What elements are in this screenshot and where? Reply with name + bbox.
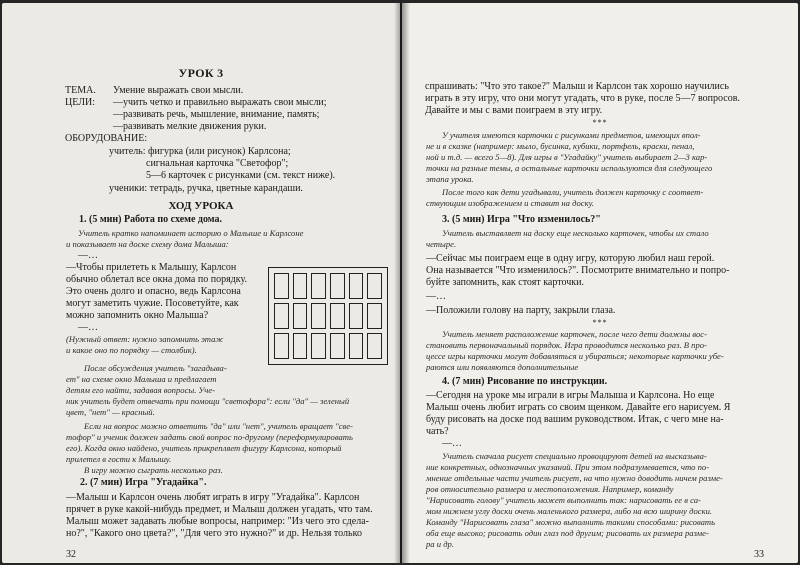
step-note: У учителя имеются карточки с рисунками предметов, имеющих впол- <box>442 130 701 140</box>
step-text: Это очень долго и опасно, ведь Карлсона <box>66 286 241 297</box>
lesson-title: УРОК 3 <box>178 66 224 80</box>
window <box>274 273 289 299</box>
window <box>367 303 382 329</box>
step-note: раются или появляются дополнительные <box>426 362 579 372</box>
meta-text: Умение выражать свои мысли. <box>113 85 244 96</box>
step-note: ров относительно размера и местоположения. Например, команду <box>426 484 674 494</box>
step-note: ник учитель будет отвечать при помощи "светофора": если "да" — зеленый <box>66 396 350 406</box>
step-text: играть в эту игру, что они могут угадать, что в руке, после 5—7 вопросов. <box>425 93 740 104</box>
step-note: Если на вопрос можно ответить "да" или "нет", учитель вращает "све- <box>84 421 353 431</box>
step-note: В игру можно сыграть несколько раз. <box>84 465 223 475</box>
window <box>311 273 326 299</box>
step-note: и какое оно по порядку — столбик). <box>66 345 197 355</box>
meta-text: сигнальная карточка "Светофор"; <box>146 158 289 169</box>
step-text: Малыш может задавать любые вопросы, например: "Из чего это сдела- <box>66 516 369 527</box>
step-note: становить первоначальный порядок. Игра проводится несколько раз. В про- <box>426 340 707 350</box>
step-text: прячет в руке какой-нибудь предмет, и Малыш должен угадать, что там. <box>66 504 373 515</box>
step-note: тофор" и ученик должен задать свой вопрос по-другому (переформулировать <box>66 432 353 442</box>
step-note: ние конкретных, однозначных указаний. При этом подразумевается, что по- <box>426 462 710 472</box>
step-text: можно запомнить окно Малыша? <box>66 310 209 321</box>
meta-label: ОБОРУДОВАНИЕ: <box>65 133 148 144</box>
window <box>349 273 364 299</box>
step-text: —Малыш и Карлсон очень любят играть в игру "Угадайка". Карлсон <box>66 492 360 503</box>
step-text: —Чтобы прилететь к Малышу, Карлсон <box>66 262 237 273</box>
window <box>293 303 308 329</box>
step-text: —Положили голову на парту, закрыли глаза. <box>426 305 616 316</box>
window <box>367 273 382 299</box>
step-note: и показывает на доске схему дома Малыша: <box>66 239 229 249</box>
step-text: —Сегодня на уроке мы играли в игры Малыша и Карлсона. Но еще <box>426 390 715 401</box>
window <box>293 273 308 299</box>
window <box>349 303 364 329</box>
window <box>330 303 345 329</box>
step-note: После обсуждения учитель "загадыва- <box>84 363 227 373</box>
window <box>330 273 345 299</box>
step-note: ствующим изображением и ставит на доску. <box>426 198 595 208</box>
book-gutter <box>394 3 410 563</box>
window <box>274 333 289 359</box>
book-spread <box>2 3 798 563</box>
step-text: буйте запомнить, как стоят карточки. <box>426 277 584 288</box>
page-number: 33 <box>754 549 764 560</box>
house-window-scheme <box>268 267 388 365</box>
step-text: —… <box>426 291 446 302</box>
step-heading: 4. (7 мин) Рисование по инструкции. <box>442 376 608 387</box>
meta-text: ученики: тетрадь, ручка, цветные карандаши. <box>109 183 303 194</box>
meta-text: —учить четко и правильно выражать свои мысли; <box>113 97 327 108</box>
step-heading: 1. (5 мин) Работа по схеме дома. <box>79 214 222 225</box>
step-note: прилетел в гости к Малышу. <box>66 454 172 464</box>
step-note: оба еще высоко; рисовать один глаз под другим; рисовать их размера разме- <box>426 528 709 538</box>
step-text: —… <box>442 438 462 449</box>
step-text: —… <box>78 322 98 333</box>
step-note: мом нижнем углу доски очень маленького размера, либо на всю ширину доски. <box>426 506 713 516</box>
section-title: ХОД УРОКА <box>168 200 234 212</box>
step-text: —Сейчас мы поиграем еще в одну игру, которую любил наш герой. <box>426 253 715 264</box>
left-page <box>2 3 400 563</box>
step-note: мнение отдельные части учитель рисует, на что нужно доводить ничем разме- <box>426 473 723 483</box>
meta-label: ТЕМА. <box>65 85 96 96</box>
step-note: его). Когда окно найдено, учитель прикрепляет фигуру Карлсона, который <box>66 443 342 453</box>
separator-stars: *** <box>592 118 608 127</box>
step-note: четыре. <box>426 239 457 249</box>
step-text: могут заметить чужие. Посоветуйте, как <box>66 298 239 309</box>
step-text: Она называется "Что изменилось?". Посмотрите внимательно и попро- <box>426 265 730 276</box>
separator-stars: *** <box>592 318 608 327</box>
meta-text: учитель: фигурка (или рисунок) Карлсона; <box>109 146 291 157</box>
window <box>330 333 345 359</box>
step-heading: 2. (7 мин) Игра "Угадайка". <box>80 477 207 488</box>
step-text: но?", "Какого оно цвета?", "Для чего это нужно?" и др. Нельзя только <box>66 528 362 539</box>
window <box>367 333 382 359</box>
step-note: цессе игры карточки могут добавляться и убираться; некоторые карточки убе- <box>426 351 724 361</box>
step-text: Малыш очень любит играть со своим щенком. Давайте его нарисуем. Я <box>426 402 731 413</box>
window <box>311 333 326 359</box>
step-text: чать? <box>426 426 449 437</box>
step-note: Учитель меняет расположение карточек, после чего дети должны вос- <box>442 329 707 339</box>
window <box>293 333 308 359</box>
step-note: ет" на схеме окно Малыша и предлагает <box>66 374 217 384</box>
step-note: ра и др. <box>426 539 454 549</box>
right-page <box>402 3 798 563</box>
step-note: (Нужный ответ: нужно запомнить этаж <box>66 334 224 344</box>
step-note: "Нарисовать голову" учитель может выполнить так: нарисовать ее в са- <box>426 495 701 505</box>
step-note: Учитель сначала рисует специально провоцируют детей на высказыва- <box>442 451 707 461</box>
window <box>311 303 326 329</box>
window <box>274 303 289 329</box>
step-text: спрашивать: "Что это такое?" Малыш и Карлсон так хорошо научились <box>425 81 729 92</box>
meta-text: —развивать речь, мышление, внимание, память; <box>113 109 320 120</box>
meta-text: 5—6 карточек с рисунками (см. текст ниже). <box>146 170 336 181</box>
step-note: Учитель выставляет на доску еще несколько карточек, чтобы их стало <box>442 228 709 238</box>
step-note: этапа урока. <box>426 174 474 184</box>
step-note: детям его найти, задавая вопросы. Уче- <box>66 385 216 395</box>
step-text: Давайте и мы с вами поиграем в эту игру. <box>425 105 603 116</box>
meta-text: —развивать мелкие движения руки. <box>113 121 267 132</box>
window <box>349 333 364 359</box>
step-note: Учитель кратко напоминает историю о Малыше и Карлсоне <box>78 228 304 238</box>
step-note: цвет, "нет" — красный. <box>66 407 155 417</box>
step-heading: 3. (5 мин) Игра "Что изменилось?" <box>442 214 601 225</box>
page-number: 32 <box>66 549 76 560</box>
meta-label: ЦЕЛИ: <box>65 97 95 108</box>
step-text: —… <box>78 250 98 261</box>
step-text: буду рисовать на доске под вашим руководством. Итак, с чего мне на- <box>426 414 724 425</box>
step-note: не и в сказке (например: мыло, бусинка, кубики, портфель, краски, пенал, <box>426 141 695 151</box>
step-text: обычно облетал все окна дома по порядку. <box>66 274 247 285</box>
step-note: точки на разные темы, а остальные карточки используются для следующего <box>426 163 713 173</box>
step-note: Команду "Нарисовать глаза" можно выполнить такими способами: рисовать <box>426 517 716 527</box>
step-note: После того как дети угадывали, учитель должен карточку с соответ- <box>442 187 704 197</box>
step-note: ной и т.д. — всего 5—8). Для игры в "Угадайку" учитель выбирает 2—3 кар- <box>426 152 708 162</box>
